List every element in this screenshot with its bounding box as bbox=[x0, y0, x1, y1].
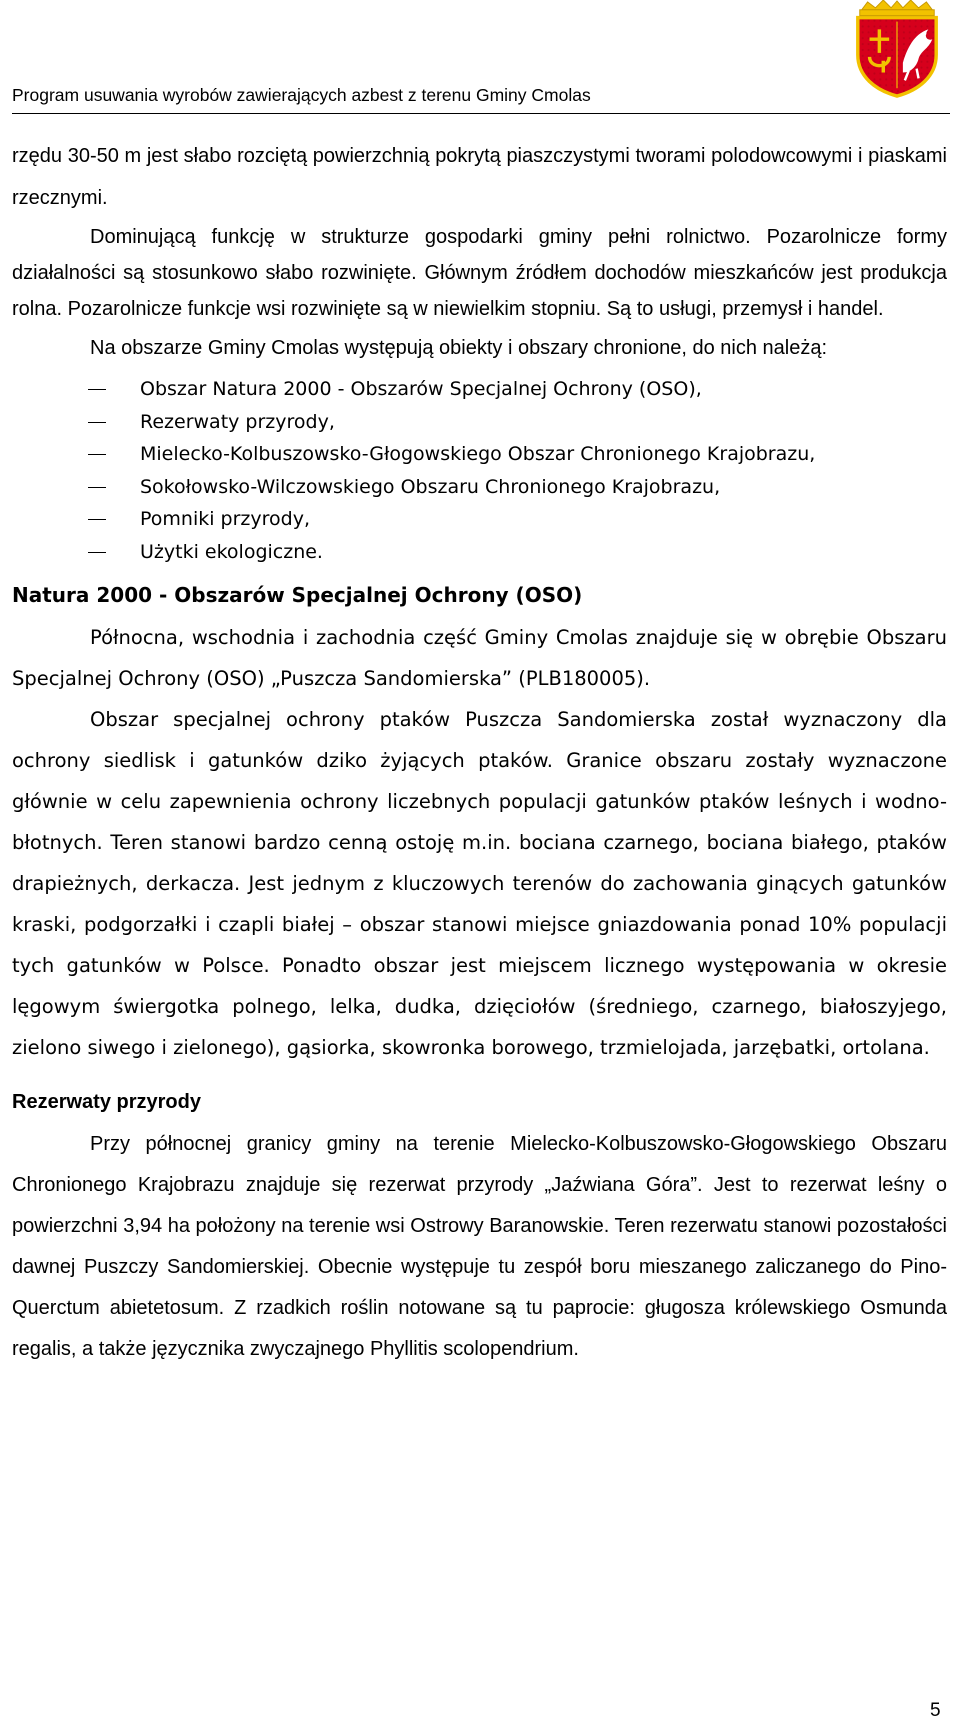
list-item-text: Mielecko-Kolbuszowsko-Głogowskiego Obszar Chronionego Krajobrazu, bbox=[140, 443, 816, 465]
dash-bullet-icon bbox=[88, 454, 106, 455]
list-item-text: Pomniki przyrody, bbox=[140, 508, 311, 530]
rezerwaty-section bbox=[12, 1080, 947, 1370]
list-item bbox=[88, 438, 947, 471]
list-item-text: Użytki ekologiczne. bbox=[140, 540, 323, 563]
page-content bbox=[12, 135, 947, 1370]
natura-paragraph-2: Obszar specjalnej ochrony ptaków Puszcza Sandomierska został wyznaczony dla ochrony siedlisk i gatunków dziko żyjących ptaków. Granice obszaru zostały wyznaczone głównie w celu zapewnienia ochrony liczebnych populacji gatunków ptaków leśnych i wodno-błotnych. Teren stanowi bardzo cenną ostoję m.in. bociana czarnego, bociana białego, ptaków drapieżnych, derkacza. Jest jednym z kluczowych terenów do zachowania ginących gatunków kraski, podgorzałki i czapli białej – obszar stanowi miejsce gniazdowania ponad 10% populacji tych gatunków w Polsce. Ponadto obszar jest miejscem licznego występowania w okresie lęgowym świergotka polnego, lelka, dudka, dzięciołów (średniego, czarnego, białoszyjego, zielono siwego i zielonego), gąsiorka, skowronka borowego, trzmielojada, jarzębatki, ortolana. bbox=[12, 708, 947, 1059]
page-number: 5 bbox=[930, 1700, 941, 1721]
list-item-text: Obszar Natura 2000 - Obszarów Specjalnej Ochrony (OSO), bbox=[140, 378, 702, 400]
dash-bullet-icon bbox=[88, 519, 106, 520]
header-divider bbox=[12, 113, 950, 114]
section-heading-rezerwaty: Rezerwaty przyrody bbox=[12, 1091, 201, 1113]
natura-paragraph-1: Północna, wschodnia i zachodnia część Gminy Cmolas znajduje się w obrębie Obszaru Specjalnej Ochrony (OSO) „Puszcza Sandomierska” (PLB180005). bbox=[12, 626, 947, 690]
protected-areas-list bbox=[12, 373, 947, 568]
section-heading-natura: Natura 2000 - Obszarów Specjalnej Ochrony (OSO) bbox=[12, 583, 583, 607]
list-item-text: Sokołowsko-Wilczowskiego Obszaru Chronionego Krajobrazu, bbox=[140, 475, 721, 498]
list-item bbox=[88, 536, 947, 569]
dash-bullet-icon bbox=[88, 552, 106, 553]
natura-section bbox=[12, 573, 947, 1068]
list-item bbox=[88, 503, 947, 536]
list-item bbox=[88, 373, 947, 406]
intro-paragraph-2: Dominującą funkcję w strukturze gospodarki gminy pełni rolnictwo. Pozarolnicze formy działalności są stosunkowo słabo rozwinięte. Głównym źródłem dochodów mieszkańców jest produkcja rolna. Pozarolnicze funkcje wsi rozwinięte są w niewielkim stopniu. Są to usługi, przemysł i handel. bbox=[12, 226, 947, 320]
rezerwaty-paragraph-1: Przy północnej granicy gminy na terenie Mielecko-Kolbuszowsko-Głogowskiego Obszaru Chronionego Krajobrazu znajduje się rezerwat przyrody „Jaźwiana Góra”. Jest to rezerwat leśny o powierzchni 3,94 ha położony na terenie wsi Ostrowy Baranowskie. Teren rezerwatu stanowi pozostałości dawnej Puszczy Sandomierskiej. Obecnie występuje tu zespół boru mieszanego zaliczanego do Pino-Querctum abietetosum. Z rzadkich roślin notowane są tu paprocie: gługosza królewskiego Osmunda regalis, a także języcznika zwyczajnego Phyllitis scolopendrium. bbox=[12, 1133, 947, 1360]
page-header bbox=[12, 0, 950, 118]
coat-of-arms-icon bbox=[848, 0, 946, 98]
list-item bbox=[88, 471, 947, 504]
dash-bullet-icon bbox=[88, 422, 106, 423]
list-item-text: Rezerwaty przyrody, bbox=[140, 410, 335, 433]
header-title: Program usuwania wyrobów zawierających azbest z terenu Gminy Cmolas bbox=[12, 85, 591, 105]
dash-bullet-icon bbox=[88, 487, 106, 488]
list-item bbox=[88, 406, 947, 439]
intro-paragraph-1: rzędu 30-50 m jest słabo rozciętą powierzchnią pokrytą piaszczystymi tworami polodowcowymi i piaskami rzecznymi. bbox=[12, 145, 947, 209]
dash-bullet-icon bbox=[88, 389, 106, 390]
intro-paragraph-3: Na obszarze Gminy Cmolas występują obiekty i obszary chronione, do nich należą: bbox=[90, 337, 828, 359]
